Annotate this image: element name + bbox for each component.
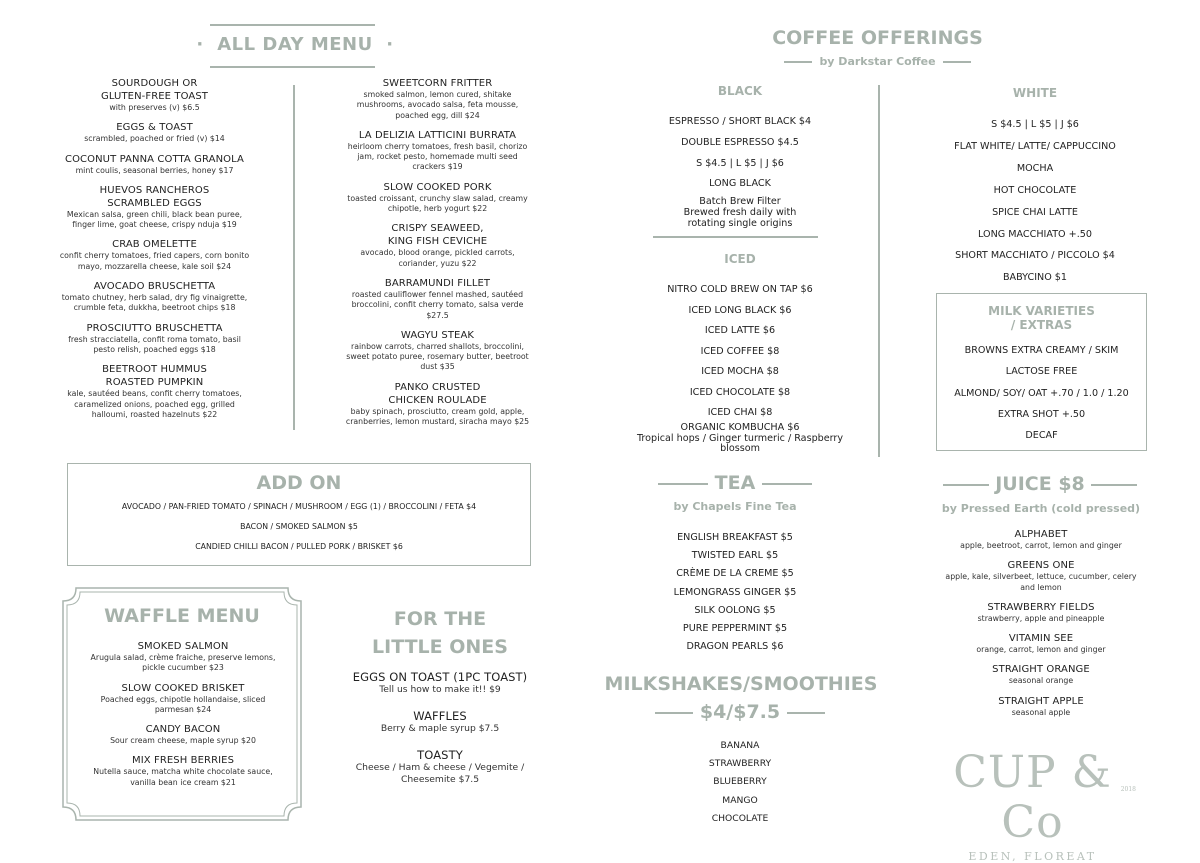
menu-item-name: VITAMIN SEE (1008, 633, 1074, 645)
menu-item-name: BEETROOT HUMMUS ROASTED PUMPKIN (102, 364, 207, 389)
list-item: MOCHA (1016, 162, 1054, 174)
menu-item (52, 363, 257, 420)
kombucha-desc: Tropical hops / Ginger turmeric / Raspberry blossom (636, 432, 844, 454)
white-title: WHITE (1012, 86, 1058, 100)
menu-item-name: SWEETCORN FRITTER (382, 78, 493, 89)
milk-title (937, 304, 1146, 332)
menu-item (330, 710, 550, 735)
column-divider (878, 85, 880, 457)
menu-item (935, 528, 1147, 551)
menu-item-name: WAGYU STEAK (400, 329, 475, 341)
list-item: HOT CHOCOLATE (993, 184, 1077, 196)
juice-column (935, 528, 1147, 726)
menu-item-name: WAFFLES (413, 708, 467, 723)
all-day-title: ALL DAY MENU (217, 34, 373, 55)
list-item: LEMONGRASS GINGER $5 (673, 586, 797, 598)
list-item: BROWNS EXTRA CREAMY / SKIM (964, 345, 1119, 356)
menu-item-name: CRAB OMELETTE (112, 239, 197, 251)
list-item: EXTRA SHOT +.50 (997, 408, 1086, 420)
list-item: ICED CHAI $8 (707, 407, 773, 418)
list-item: ESPRESSO / SHORT BLACK $4 (668, 116, 812, 127)
menu-item-desc: Nutella sauce, matcha white chocolate sauce, vanilla bean ice cream $21 (93, 767, 273, 787)
menu-item-desc: fresh stracciatella, confit roma tomato, basil pesto relish, poached eggs $18 (68, 334, 241, 354)
list-item: DOUBLE ESPRESSO $4.5 (681, 136, 799, 148)
menu-item-desc: mint coulis, seasonal berries, honey $17 (75, 165, 234, 175)
iced-title: ICED (724, 252, 756, 266)
logo-year: 2018 (1120, 786, 1136, 793)
menu-item-name: MIX FRESH BERRIES (131, 755, 235, 767)
list-item: DRAGON PEARLS $6 (686, 641, 784, 653)
shakes-column (670, 737, 810, 828)
menu-item (52, 238, 257, 272)
menu-item (935, 559, 1147, 593)
list-item: CRÈME DE LA CREME $5 (676, 568, 794, 580)
list-item: ICED LATTE $6 (704, 325, 776, 336)
menu-item-name: GREENS ONE (1007, 560, 1075, 572)
tea-title-wrap (652, 472, 818, 494)
menu-item-desc: kale, sautéed beans, confit cherry tomatoes, caramelized onions, poached egg, grilled halloumi, roasted hazelnuts $22 (67, 389, 242, 419)
list-item: BLUEBERRY (713, 776, 767, 788)
menu-item (330, 329, 545, 373)
menu-item-desc: roasted cauliflower fennel mashed, sautéed broccolini, confit cherry tomato, salsa verde $27.5 (351, 289, 524, 320)
list-item: ICED CHOCOLATE $8 (689, 386, 791, 398)
menu-item (52, 121, 257, 144)
waffle-column (72, 640, 294, 796)
kombucha-title: ORGANIC KOMBUCHA $6 (680, 422, 800, 433)
list-item: NITRO COLD BREW ON TAP $6 (667, 284, 813, 295)
menu-item-desc: confit cherry tomatoes, fried capers, corn bonito mayo, mozzarella cheese, kale soil $24 (59, 251, 250, 271)
white-column (925, 114, 1145, 289)
menu-item-name: EGGS ON TOAST (1PC TOAST) (352, 670, 528, 684)
tea-column (640, 529, 830, 656)
list-item: SPICE CHAI LATTE (992, 206, 1078, 218)
add-on-line: AVOCADO / PAN-FRIED TOMATO / SPINACH / MUSHROOM / EGG (1) / BROCCOLINI / FETA $4 (121, 502, 477, 511)
menu-item-desc: Poached eggs, chipotle hollandaise, sliced parmesan $24 (100, 694, 266, 714)
menu-item-desc: seasonal orange (1008, 676, 1074, 686)
menu-item (330, 129, 545, 173)
little-title (330, 605, 550, 661)
list-item: BABYCINO $1 (1002, 272, 1068, 284)
list-item: ICED MOCHA $8 (701, 366, 779, 377)
menu-item (72, 723, 294, 746)
menu-item-name: LA DELIZIA LATTICINI BURRATA (358, 129, 517, 141)
menu-item (72, 682, 294, 716)
black-column (640, 112, 840, 195)
menu-item-name: ALPHABET (1014, 529, 1068, 540)
menu-item-desc: seasonal apple (1011, 707, 1071, 717)
menu-item (52, 184, 257, 231)
menu-item-desc: rainbow carrots, charred shallots, broccolini, sweet potato puree, rosemary butter, beetroot dust $35 (346, 341, 529, 372)
menu-item-name: STRAIGHT APPLE (998, 695, 1084, 707)
menu-item-name: STRAIGHT ORANGE (992, 664, 1090, 676)
column-divider (293, 85, 295, 430)
menu-item (935, 663, 1147, 686)
list-item: S $4.5 | L $5 | J $6 (991, 119, 1079, 130)
coffee-subtitle: by Darkstar Coffee (819, 55, 936, 68)
menu-item-desc: Sour cream cheese, maple syrup $20 (110, 736, 256, 746)
milk-box (936, 293, 1147, 451)
tea-title: TEA (714, 472, 756, 494)
waffle-title: WAFFLE MENU (104, 605, 260, 627)
list-item: BANANA (720, 740, 760, 751)
menu-item-desc: tomato chutney, herb salad, dry fig vinaigrette, crumble feta, dukkha, beetroot chips $18 (61, 293, 248, 313)
cup-co-logo (925, 747, 1140, 863)
list-item: SHORT MACCHIATO / PICCOLO $4 (955, 250, 1115, 262)
little-title-line1: FOR THE (393, 608, 487, 630)
menu-item-name: SOURDOUGH OR GLUTEN-FREE TOAST (101, 78, 208, 102)
menu-item-name: SLOW COOKED PORK (383, 181, 492, 193)
list-item: TWISTED EARL $5 (691, 550, 779, 562)
menu-item (330, 749, 550, 786)
menu-item-desc: avocado, blood orange, pickled carrots, coriander, yuzu $22 (360, 248, 515, 268)
menu-item (52, 322, 257, 356)
menu-item (72, 640, 294, 674)
list-item: S $4.5 | L $5 | J $6 (696, 157, 784, 169)
tea-subtitle: by Chapels Fine Tea (673, 500, 797, 513)
menu-item-desc: apple, kale, silverbeet, lettuce, cucumber, celery and lemon (945, 572, 1137, 592)
list-item: LONG BLACK (709, 178, 771, 190)
iced-column (640, 280, 840, 424)
divider (210, 24, 375, 26)
batch-desc: Brewed fresh daily with rotating single origins (683, 207, 797, 229)
menu-item-name: EGGS & TOAST (116, 122, 193, 134)
little-title-line2: LITTLE ONES (372, 636, 508, 658)
list-item: MANGO (722, 794, 758, 806)
menu-item (330, 671, 550, 696)
logo-wordmark: CUP & Co (953, 747, 1112, 848)
list-item: PURE PEPPERMINT $5 (682, 623, 788, 635)
menu-item-desc: Cheese / Ham & cheese / Vegemite / Cheesemite $7.5 (355, 761, 525, 785)
menu-item-desc: Arugula salad, crème fraiche, preserve lemons, pickle cucumber $23 (90, 653, 276, 673)
menu-item-desc: strawberry, apple and pineapple (977, 613, 1105, 623)
menu-item-desc: with preserves (v) $6.5 (109, 103, 200, 112)
all-day-right-column (330, 77, 545, 435)
juice-title: JUICE $8 (995, 473, 1085, 495)
menu-item-desc: Mexican salsa, green chili, black bean puree, finger lime, goat cheese, crispy nduja $19 (66, 209, 243, 230)
menu-item (52, 77, 257, 113)
milk-title-line2: / EXTRAS (1010, 318, 1073, 332)
coffee-title: COFFEE OFFERINGS (772, 27, 983, 49)
menu-item-name: COCONUT PANNA COTTA GRANOLA (65, 153, 244, 165)
menu-item-name: STRAWBERRY FIELDS (987, 601, 1095, 613)
list-item: STRAWBERRY (708, 758, 772, 770)
add-on-box (67, 463, 531, 566)
menu-item (935, 632, 1147, 655)
kombucha (625, 423, 855, 455)
menu-item-desc: heirloom cherry tomatoes, fresh basil, chorizo jam, rocket pesto, homemade multi seed crackers $19 (347, 141, 528, 172)
milk-list (937, 340, 1146, 446)
all-day-title-wrap (190, 34, 400, 55)
menu-item (330, 381, 545, 428)
batch-brew (640, 196, 840, 229)
logo-location: EDEN, FLOREAT (968, 850, 1097, 863)
menu-item-name: PANKO CRUSTED CHICKEN ROULADE (388, 381, 487, 406)
list-item: SILK OOLONG $5 (694, 604, 776, 616)
list-item: DECAF (1025, 430, 1058, 442)
menu-item-name: PROSCIUTTO BRUSCHETTA (86, 322, 223, 334)
menu-item-name: CANDY BACON (145, 724, 221, 736)
list-item: LACTOSE FREE (1005, 366, 1078, 378)
milk-title-line1: MILK VARIETIES (988, 304, 1095, 318)
menu-item-desc: apple, beetroot, carrot, lemon and ginger (960, 541, 1122, 550)
menu-item-name: HUEVOS RANCHEROS SCRAMBLED EGGS (99, 184, 210, 209)
all-day-left-column (52, 77, 257, 428)
menu-item (52, 153, 257, 176)
menu-item-name: SLOW COOKED BRISKET (121, 682, 245, 694)
list-item: ICED COFFEE $8 (700, 345, 780, 357)
batch-title: Batch Brew Filter (699, 196, 781, 207)
menu-item-desc: toasted croissant, crunchy slaw salad, creamy chipotle, herb yogurt $22 (347, 193, 528, 214)
list-item: CHOCOLATE (711, 812, 769, 824)
menu-item (330, 277, 545, 321)
bullet-icon: · (196, 34, 204, 55)
menu-item (330, 77, 545, 121)
menu-item-desc: Tell us how to make it!! $9 (379, 684, 501, 695)
menu-item (330, 222, 545, 269)
menu-item-name: SMOKED SALMON (137, 641, 229, 652)
add-on-line: CANDIED CHILLI BACON / PULLED PORK / BRISKET $6 (195, 542, 403, 551)
list-item: ALMOND/ SOY/ OAT +.70 / 1.0 / 1.20 (954, 387, 1129, 399)
menu-item-name: TOASTY (417, 747, 463, 762)
add-on-title: ADD ON (256, 472, 342, 494)
coffee-subtitle-wrap (760, 55, 995, 68)
list-item: ENGLISH BREAKFAST $5 (677, 532, 793, 543)
shakes-price: $4/$7.5 (699, 701, 781, 723)
little-column (330, 671, 550, 800)
divider (653, 236, 818, 238)
black-title: BLACK (717, 84, 763, 98)
menu-item-name: AVOCADO BRUSCHETTA (93, 281, 216, 293)
juice-subtitle: by Pressed Earth (cold pressed) (941, 502, 1141, 515)
menu-item-name: BARRAMUNDI FILLET (384, 277, 491, 289)
list-item: ICED LONG BLACK $6 (688, 304, 792, 316)
shakes-title: MILKSHAKES/SMOOTHIES (604, 673, 878, 695)
shakes-price-wrap (640, 701, 840, 723)
menu-item (52, 280, 257, 314)
bullet-icon: · (386, 34, 394, 55)
menu-item-desc: smoked salmon, lemon cured, shitake mushrooms, avocado salsa, feta mousse, poached egg, dill $24 (356, 90, 519, 120)
divider (210, 66, 375, 68)
list-item: FLAT WHITE/ LATTE/ CAPPUCCINO (954, 140, 1116, 152)
menu-item-desc: baby spinach, prosciutto, cream gold, apple, cranberries, lemon mustard, siracha mayo $25 (345, 406, 530, 427)
juice-title-wrap (940, 473, 1140, 495)
menu-item-desc: Berry & maple syrup $7.5 (380, 722, 500, 734)
menu-item (935, 695, 1147, 718)
menu-item-desc: scrambled, poached or fried (v) $14 (84, 134, 225, 144)
add-on-line: BACON / SMOKED SALMON $5 (240, 522, 358, 531)
list-item: LONG MACCHIATO +.50 (978, 228, 1092, 240)
menu-item (330, 181, 545, 215)
menu-item (935, 601, 1147, 624)
menu-item-desc: orange, carrot, lemon and ginger (976, 645, 1106, 655)
menu-item-name: CRISPY SEAWEED, KING FISH CEVICHE (387, 223, 488, 248)
menu-item (72, 754, 294, 788)
